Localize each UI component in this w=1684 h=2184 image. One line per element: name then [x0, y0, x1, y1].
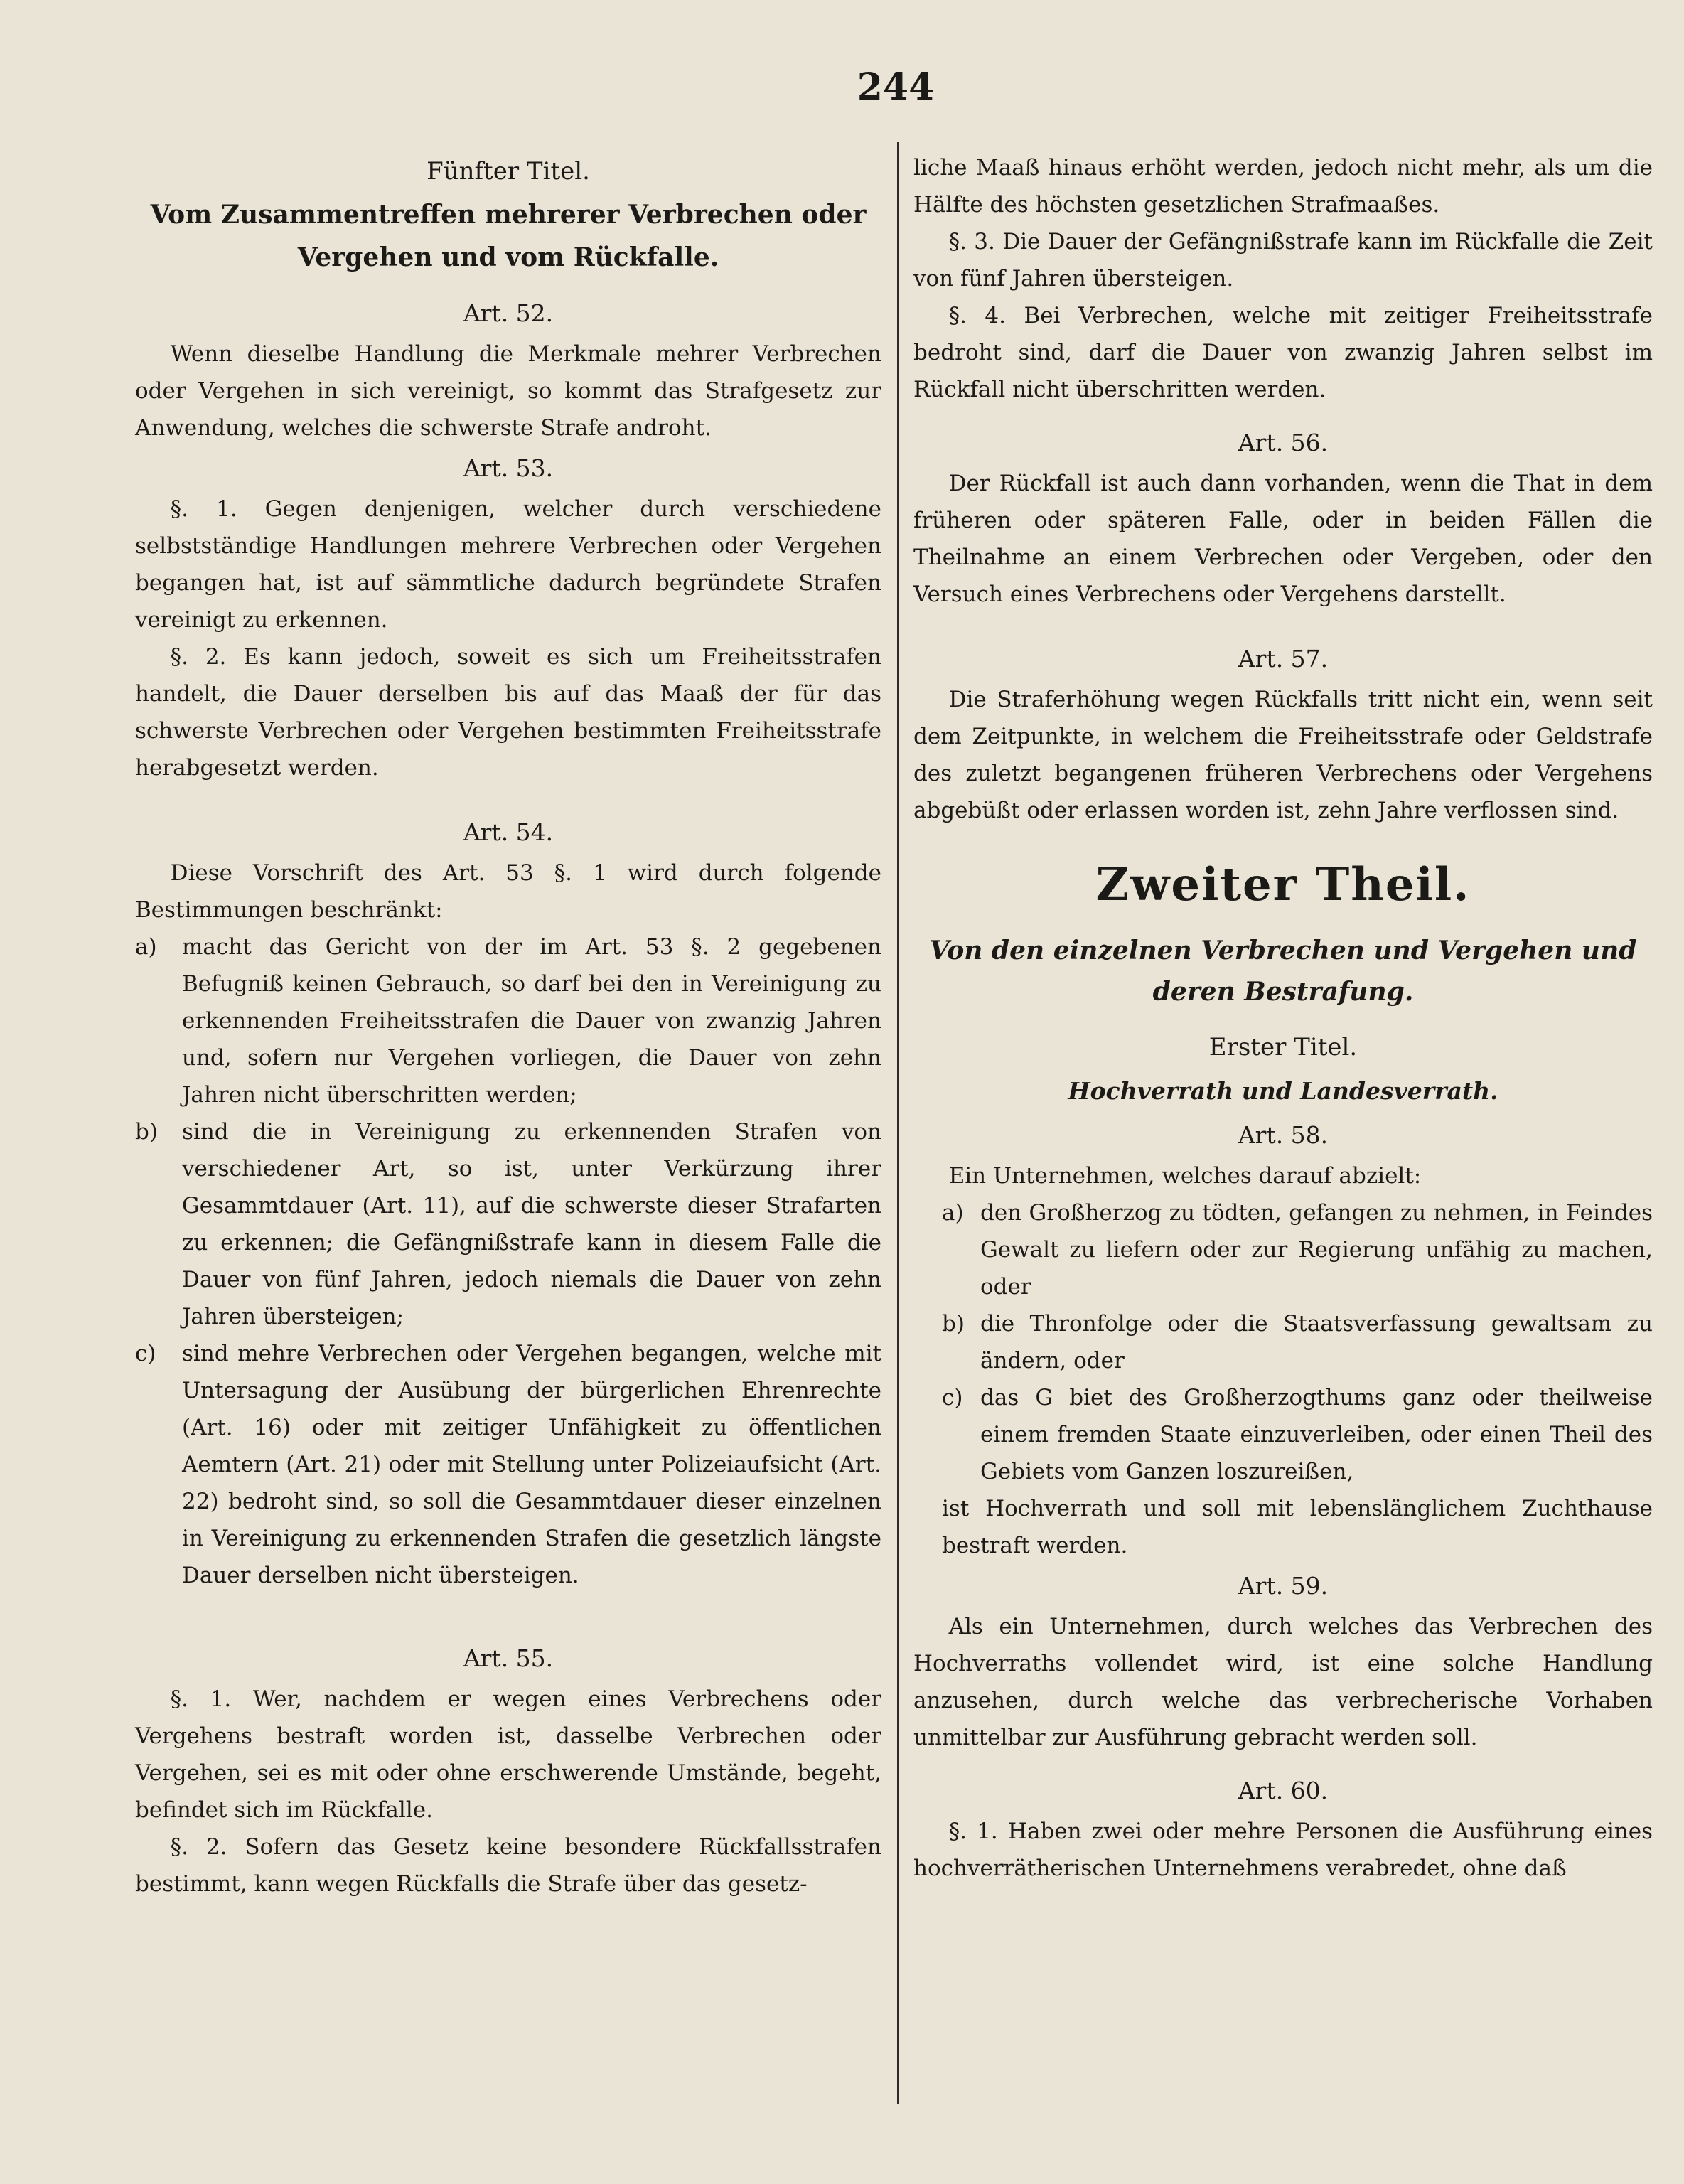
page-number: 244	[857, 65, 935, 109]
part-title: Zweiter Theil.	[1095, 858, 1471, 911]
item-label: c)	[135, 1341, 156, 1366]
heading-zusammentreffen: Vom Zusammentreffen mehrerer Verbrechen oder Vergehen und vom Rückfalle.	[150, 200, 867, 272]
art-60-label: Art. 60.	[1238, 1777, 1329, 1804]
art-54-label: Art. 54.	[463, 818, 554, 846]
art-58-label: Art. 58.	[1238, 1121, 1329, 1149]
item-text: die Thronfolge oder die Staatsverfassung gewaltsam zu ändern, oder	[980, 1311, 1653, 1374]
item-label: b)	[942, 1311, 965, 1337]
art-52-text: Wenn dieselbe Handlung die Merkmale mehrer Verbrechen oder Vergehen in sich vereinigt, so kommt das Strafgesetz zur Anwendung, welches die schwerste Strafe androht.	[135, 341, 881, 441]
item-text: den Großherzog zu tödten, gefangen zu nehmen, in Feindes Gewalt zu liefern oder zur Regierung unfähig zu machen, oder	[980, 1200, 1653, 1300]
art-55-p3: §. 3. Die Dauer der Gefängnißstrafe kann im Rückfalle die Zeit von fünf Jahren übersteigen.	[913, 229, 1653, 291]
art-54-intro: Diese Vorschrift des Art. 53 §. 1 wird durch folgende Bestimmungen beschränkt:	[135, 860, 881, 923]
item-label: c)	[942, 1385, 963, 1410]
art-56-label: Art. 56.	[1238, 429, 1329, 456]
list-item	[135, 928, 881, 1113]
title-erster: Erster Titel.	[1208, 1033, 1358, 1061]
art-59-label: Art. 59.	[1238, 1572, 1329, 1600]
art-55-continuation: liche Maaß hinaus erhöht werden, jedoch nicht mehr, als um die Hälfte des höchsten gesetzlichen Strafmaaßes.	[913, 155, 1653, 218]
art-58-closing: ist Hochverrath und soll mit lebenslänglichem Zuchthause bestraft werden.	[942, 1496, 1653, 1558]
list-item	[135, 1335, 881, 1594]
item-text: das G biet des Großherzogthums ganz oder theilweise einem fremden Staate einzuverleiben, oder einen Theil des Gebiets vom Ganzen loszureißen,	[980, 1385, 1653, 1484]
part-subtitle: Von den einzelnen Verbrechen und Vergehen und deren Bestrafung.	[929, 936, 1637, 1007]
list-item	[913, 1194, 1653, 1305]
title-hochverrath: Hochverrath und Landesverrath.	[1068, 1077, 1498, 1105]
art-52-label: Art. 52.	[463, 299, 554, 327]
art-55-label: Art. 55.	[463, 1644, 554, 1672]
art-56-text: Der Rückfall ist auch dann vorhanden, wenn die That in dem früheren oder späteren Falle, oder in beiden Fällen die Theilnahme an einem Verbrechen oder Vergeben, oder den Versuch eines Verbrechens oder Vergehens darstellt.	[913, 471, 1653, 607]
column-divider	[897, 142, 899, 2104]
art-53-p1: §. 1. Gegen denjenigen, welcher durch verschiedene selbstständige Handlungen mehrere Verbrechen oder Vergehen begangen hat, ist auf sämmtliche dadurch begründete Strafen vereinigt zu erkennen.	[135, 496, 881, 633]
art-53-p2: §. 2. Es kann jedoch, soweit es sich um Freiheitsstrafen handelt, die Dauer derselben bis auf das Maaß der für das schwerste Verbrechen oder Vergehen bestimmten Freiheitsstrafe herabgesetzt werden.	[135, 644, 881, 781]
list-item	[135, 1113, 881, 1335]
right-column	[913, 149, 1653, 1887]
item-label: a)	[942, 1200, 964, 1226]
left-column	[135, 149, 881, 1902]
item-label: a)	[135, 934, 157, 960]
list-item	[913, 1305, 1653, 1379]
art-53-label: Art. 53.	[463, 454, 554, 482]
art-59-text: Als ein Unternehmen, durch welches das Verbrechen des Hochverraths vollendet wird, ist eine solche Handlung anzusehen, durch welche das verbrecherische Vorhaben unmittelbar zur Ausführung gebracht werden soll.	[913, 1614, 1653, 1750]
art-55-p1: §. 1. Wer, nachdem er wegen eines Verbrechens oder Vergehens bestraft worden ist, dasselbe Verbrechen oder Vergehen, sei es mit oder ohne erschwerende Umstände, begeht, befindet sich im Rückfalle.	[135, 1686, 881, 1823]
item-text: sind mehre Verbrechen oder Vergehen begangen, welche mit Untersagung der Ausübung der bürgerlichen Ehrenrechte (Art. 16) oder mit zeitiger Unfähigkeit zu öffentlichen Aemtern (Art. 21) oder mit Stellung unter Polizeiaufsicht (Art. 22) bedroht sind, so soll die Gesammtdauer dieser einzelnen in Vereinigung zu erkennenden Strafen die gesetzlich längste Dauer derselben nicht übersteigen.	[182, 1341, 881, 1588]
item-label: b)	[135, 1119, 158, 1145]
list-item	[913, 1379, 1653, 1490]
art-58-intro: Ein Unternehmen, welches darauf abzielt:	[948, 1163, 1422, 1189]
item-text: macht das Gericht von der im Art. 53 §. 2 gegebenen Befugniß keinen Gebrauch, so darf bei den in Vereinigung zu erkennenden Freiheitsstrafen die Dauer von zwanzig Jahren und, sofern nur Vergehen vorliegen, die Dauer von zehn Jahren nicht überschritten werden;	[182, 934, 881, 1108]
art-57-label: Art. 57.	[1238, 645, 1329, 673]
item-text: sind die in Vereinigung zu erkennenden Strafen von verschiedener Art, so ist, unter Verkürzung ihrer Gesammtdauer (Art. 11), auf die schwerste dieser Strafarten zu erkennen; die Gefängnißstrafe kann in diesem Falle die Dauer von fünf Jahren, jedoch niemals die Dauer von zehn Jahren übersteigen;	[182, 1119, 881, 1329]
art-55-p2: §. 2. Sofern das Gesetz keine besondere Rückfallsstrafen bestimmt, kann wegen Rückfalls die Strafe über das gesetz-	[135, 1834, 881, 1897]
title-fuenfter: Fünfter Titel.	[427, 157, 590, 186]
art-57-text: Die Straferhöhung wegen Rückfalls tritt nicht ein, wenn seit dem Zeitpunkte, in welchem die Freiheitsstrafe oder Geldstrafe des zuletzt begangenen früheren Verbrechens oder Vergehens abgebüßt oder erlassen worden ist, zehn Jahre verflossen sind.	[913, 687, 1653, 823]
art-55-p4: §. 4. Bei Verbrechen, welche mit zeitiger Freiheitsstrafe bedroht sind, darf die Dauer von zwanzig Jahren selbst im Rückfall nicht überschritten werden.	[913, 303, 1653, 402]
art-60-text: §. 1. Haben zwei oder mehre Personen die Ausführung eines hochverrätherischen Unternehmens verabredet, ohne daß	[913, 1819, 1653, 1881]
